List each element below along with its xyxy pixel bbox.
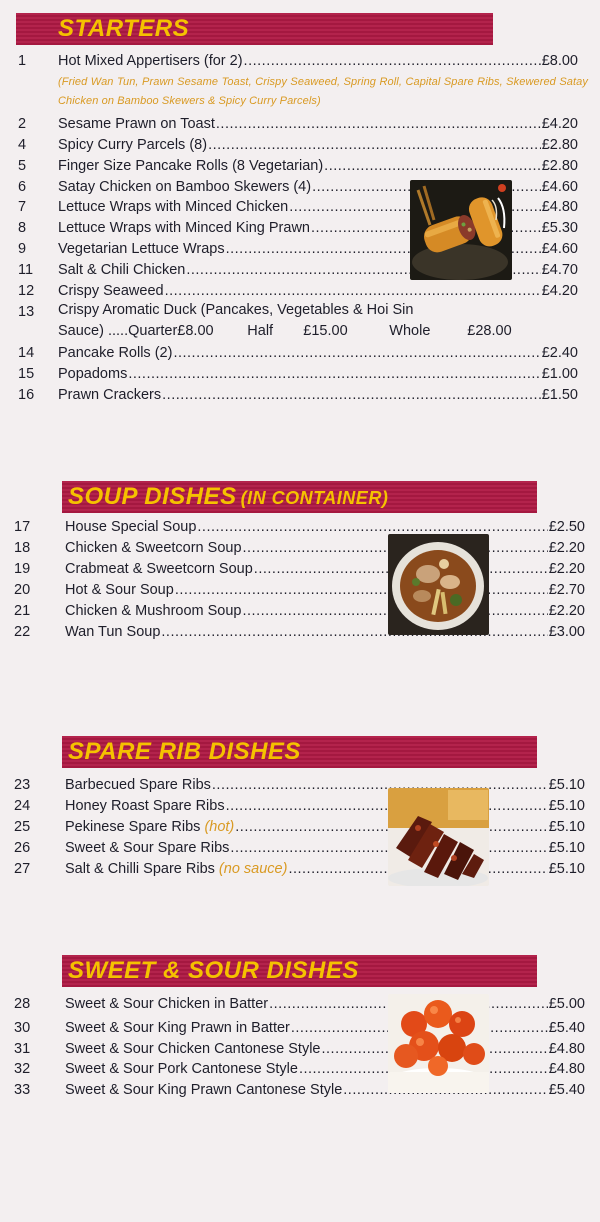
item-price: £5.40 (548, 1082, 585, 1098)
item-name: Chicken & Sweetcorn Soup (65, 540, 242, 556)
menu-item (14, 859, 585, 879)
item-price: £5.10 (548, 840, 585, 856)
starters-banner (16, 13, 493, 45)
item-name: Lettuce Wraps with Minced King Prawn (58, 220, 310, 236)
menu-item (14, 622, 585, 642)
item-number: 1 (18, 53, 27, 69)
item-price: £8.00 (541, 53, 578, 69)
sweet-sour-chicken-photo (388, 994, 489, 1093)
item-price: £5.30 (541, 220, 578, 236)
leader-dots (244, 51, 541, 71)
menu-item (18, 281, 578, 301)
item-note: (no sauce) (218, 861, 288, 877)
soup-bowl-photo (388, 534, 489, 635)
item-number: 18 (14, 540, 31, 556)
quarter-label: Quarter (128, 323, 178, 339)
item-name: Salt & Chili Chicken (58, 262, 186, 278)
half-label: Half (247, 323, 274, 339)
leader-dots (173, 343, 540, 363)
item-price: £5.00 (548, 996, 585, 1012)
item-name: Wan Tun Soup (65, 624, 161, 640)
item-number: 31 (14, 1041, 31, 1057)
leader-dots (175, 580, 548, 600)
item-number: 8 (18, 220, 27, 236)
item-name: Satay Chicken on Bamboo Skewers (4) (58, 179, 312, 195)
item-number: 7 (18, 199, 27, 215)
leader-dots (128, 364, 540, 384)
item-name: Crispy Seaweed (58, 283, 164, 299)
item-number: 4 (18, 137, 27, 153)
menu-item (14, 838, 585, 858)
item-number: 2 (18, 116, 27, 132)
leader-dots (324, 156, 541, 176)
section-subtitle: (IN CONTAINER) (240, 488, 389, 508)
menu-item (14, 1080, 585, 1100)
section-title: STARTERS (58, 15, 190, 42)
item-number: 28 (14, 996, 31, 1012)
section-title-main: SOUP DISHES (68, 483, 237, 510)
duck-description: Crispy Aromatic Duck (Pancakes, Vegetables & Hoi Sin (58, 302, 414, 318)
menu-item (18, 385, 578, 405)
leader-dots (197, 517, 547, 537)
item-name: Salt & Chilli Spare Ribs (65, 861, 219, 877)
menu-item (18, 114, 578, 134)
item-name: Popadoms (58, 366, 128, 382)
item-number: 22 (14, 624, 31, 640)
menu-item (18, 343, 578, 363)
item-name: Crabmeat & Sweetcorn Soup (65, 561, 253, 577)
menu-item (14, 796, 585, 816)
leader-dots (161, 622, 547, 642)
sweet-sour-banner (62, 955, 537, 987)
item-price: £5.10 (548, 861, 585, 877)
item-name: House Special Soup (65, 519, 197, 535)
item-price: £2.80 (541, 137, 578, 153)
item-name: Sweet & Sour Chicken Cantonese Style (65, 1041, 321, 1057)
duck-prices (58, 321, 590, 342)
item-number: 19 (14, 561, 31, 577)
menu-item (14, 559, 585, 579)
leader-dots (162, 385, 541, 405)
duck-item-text (58, 300, 590, 342)
item-number: 15 (18, 366, 35, 382)
menu-item (14, 994, 585, 1014)
half-price: £15.00 (303, 323, 348, 339)
item-number: 11 (18, 262, 34, 278)
item-name: Hot & Sour Soup (65, 582, 174, 598)
item-number: 21 (14, 603, 31, 619)
item-number: 24 (14, 798, 31, 814)
leader-dots (226, 796, 548, 816)
item-name: Sweet & Sour Spare Ribs (65, 840, 230, 856)
item-number: 13 (18, 304, 35, 320)
item-name: Pancake Rolls (2) (58, 345, 173, 361)
item-number: 12 (18, 283, 35, 299)
spring-rolls-photo (410, 180, 512, 280)
leader-dots (212, 775, 548, 795)
item-description: (Fried Wan Tun, Prawn Sesame Toast, Crispy Seaweed, Spring Roll, Capital Spare Ribs, Skewered Satay Chicken on Bamboo Skewers & Spicy Curry Parcels) (58, 76, 588, 107)
item-price: £1.50 (541, 387, 578, 403)
item-number: 14 (18, 345, 35, 361)
item-price: £5.10 (548, 819, 585, 835)
item-number: 9 (18, 241, 27, 257)
item-number: 27 (14, 861, 31, 877)
menu-item (18, 156, 578, 176)
item-number: 5 (18, 158, 27, 174)
item-price: £2.20 (548, 561, 585, 577)
item-name: Sweet & Sour Pork Cantonese Style (65, 1061, 298, 1077)
item-number: 20 (14, 582, 31, 598)
menu-item (18, 135, 578, 155)
item-price: £4.60 (541, 179, 578, 195)
quarter-price: £8.00 (177, 323, 214, 339)
item-name: Sweet & Sour King Prawn in Batter (65, 1020, 290, 1036)
item-number: 16 (18, 387, 35, 403)
item-number: 26 (14, 840, 31, 856)
item-name: Spicy Curry Parcels (8) (58, 137, 208, 153)
item-price: £4.80 (548, 1041, 585, 1057)
menu-item (14, 601, 585, 621)
section-title: SPARE RIB DISHES (68, 738, 301, 765)
menu-item (14, 538, 585, 558)
item-price: £2.50 (548, 519, 585, 535)
soup-banner (62, 481, 537, 513)
section-title: SWEET & SOUR DISHES (68, 957, 359, 984)
item-price: £3.00 (548, 624, 585, 640)
item-price: £5.40 (548, 1020, 585, 1036)
spare-ribs-photo (388, 788, 489, 886)
whole-price: £28.00 (467, 323, 512, 339)
item-number: 25 (14, 819, 31, 835)
menu-item (18, 51, 578, 71)
item-name: Lettuce Wraps with Minced Chicken (58, 199, 289, 215)
duck-sauce: Sauce) ..... (58, 323, 129, 339)
menu-item (14, 1059, 585, 1079)
menu-item (14, 1018, 585, 1038)
item-number: 6 (18, 179, 27, 195)
item-price: £4.80 (541, 199, 578, 215)
item-name: Barbecued Spare Ribs (65, 777, 211, 793)
item-price: £5.10 (548, 798, 585, 814)
item-name: Chicken & Mushroom Soup (65, 603, 242, 619)
leader-dots (165, 281, 541, 301)
item-price: £2.20 (548, 540, 585, 556)
menu-item (14, 775, 585, 795)
menu-item (14, 1039, 585, 1059)
item-price: £4.20 (541, 283, 578, 299)
item-price: £2.40 (541, 345, 578, 361)
menu-item (14, 517, 585, 537)
whole-label: Whole (389, 323, 431, 339)
item-name: Sweet & Sour King Prawn Cantonese Style (65, 1082, 343, 1098)
item-price: £4.20 (541, 116, 578, 132)
section-title (68, 481, 388, 514)
item-number: 17 (14, 519, 31, 535)
item-number: 32 (14, 1061, 31, 1077)
item-name: Vegetarian Lettuce Wraps (58, 241, 225, 257)
menu-item (18, 364, 578, 384)
item-price: £2.80 (541, 158, 578, 174)
menu-item (14, 580, 585, 600)
item-number: 23 (14, 777, 31, 793)
item-name: Sweet & Sour Chicken in Batter (65, 996, 269, 1012)
item-name: Hot Mixed Appertisers (for 2) (58, 53, 243, 69)
item-price: £1.00 (541, 366, 578, 382)
item-price: £4.60 (541, 241, 578, 257)
spare-rib-banner (62, 736, 537, 768)
menu-item (14, 817, 585, 837)
item-number: 30 (14, 1020, 31, 1036)
item-note: (hot) (204, 819, 235, 835)
item-price: £2.70 (548, 582, 585, 598)
leader-dots (208, 135, 541, 155)
item-name: Sesame Prawn on Toast (58, 116, 215, 132)
leader-dots (216, 114, 541, 134)
item-price: £2.20 (548, 603, 585, 619)
item-number: 33 (14, 1082, 31, 1098)
item-name: Honey Roast Spare Ribs (65, 798, 225, 814)
item-price: £4.70 (541, 262, 578, 278)
item-price: £5.10 (548, 777, 585, 793)
item-name: Finger Size Pancake Rolls (8 Vegetarian) (58, 158, 324, 174)
item-name: Prawn Crackers (58, 387, 162, 403)
item-price: £4.80 (548, 1061, 585, 1077)
item-name: Pekinese Spare Ribs (65, 819, 205, 835)
